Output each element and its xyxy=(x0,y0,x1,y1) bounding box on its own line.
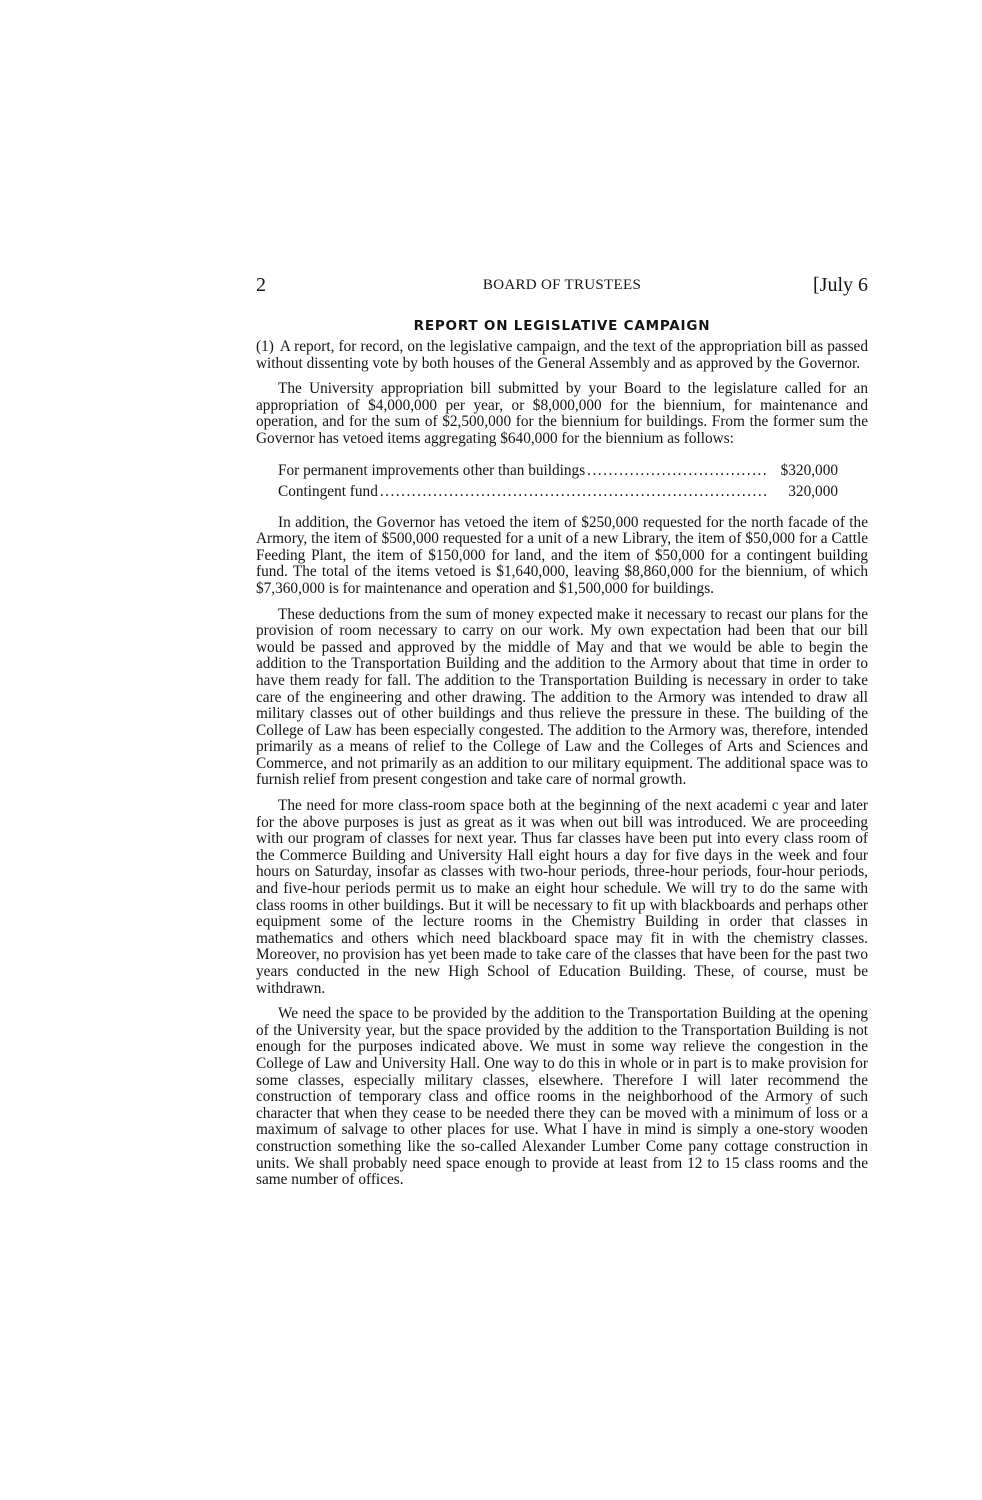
section-heading: REPORT ON LEGISLATIVE CAMPAIGN xyxy=(413,318,711,334)
dot-leader xyxy=(587,460,766,481)
item-number: (1) xyxy=(256,338,274,355)
dot-leader xyxy=(380,481,766,502)
ledger-amount: 320,000 xyxy=(788,482,838,500)
paragraph-classroom-need: The need for more class-room space both at the beginning of the next academi c year and later for the above purposes is just as great as it was when out bill was introduced. We are proceeding with our program of classes for next year. Thus far classes have been put into every class room of the Commerce Building and University Hall eight hours a day for five days in the week and four hours on Saturday, insofar as classes with two-hour periods, three-hour periods, four-hour periods, and five-hour periods permit us to make an eight hour schedule. We will try to do the same with class rooms in other buildings. But it will be necessary to fit up with blackboards and perhaps other equipment some of the lecture rooms in the Chemistry Building in order that classes in mathematics and others which need blackboard space may fit in with the chemistry classes. Moreover, no provision has yet been made to take care of the classes that have been for the past two years conducted in the new High School of Education Building. These, of course, must be withdrawn. xyxy=(256,797,868,997)
running-date: [July 6 xyxy=(813,274,868,296)
running-head xyxy=(256,270,868,300)
ledger-row xyxy=(278,460,838,481)
page-number: 2 xyxy=(256,274,266,296)
page-body xyxy=(256,318,868,1198)
paragraph-appropriation: The University appropriation bill submitted by your Board to the legislature called for an appropriation of $4,000,000 per year, or $8,000,000 for the biennium, for maintenance and operation, and for the sum of $2,500,000 for the biennium for buildings. From the former sum the Governor has vetoed items aggregating $640,000 for the biennium as follows: xyxy=(256,380,868,447)
paragraph-temporary-rooms: We need the space to be provided by the addition to the Transportation Building at the opening of the University year, but the space provided by the addition to the Transportation Building is not enough for the purposes indicated above. We must in some way relieve the congestion in the College of Law and University Hall. One way to do this in whole or in part is to make provision for some classes, especially military classes, elsewhere. Therefore I will later recommend the construction of temporary class and office rooms in the neighborhood of the Armory of such character that when they cease to be needed there they can be moved with a minimum of loss or a maximum of salvage to other places for use. What I have in mind is simply a one-story wooden construction something like the so-called Alexander Lumber Come pany cottage construction in units. We shall probably need space enough to provide at least from 12 to 15 class rooms and the same number of offices. xyxy=(256,1005,868,1189)
ledger-amount: $320,000 xyxy=(780,461,838,479)
ledger-label: For permanent improvements other than buildings xyxy=(278,461,586,479)
paragraph-recast-plans: These deductions from the sum of money expected make it necessary to recast our plans for the provision of room necessary to carry on our work. My own expectation had been that our bill would be passed and approved by the middle of May and that we would be able to begin the addition to the Transportation Building and the addition to the Armory about that time in order to have them ready for fall. The addition to the Transportation Building is necessary in order to take care of the engineering and other drawing. The addition to the Armory was intended to draw all military classes out of other buildings and thus relieve the pressure in these. The building of the College of Law has been especially congested. The addition to the Armory was, therefore, intended primarily as a means of relief to the College of Law and the Colleges of Arts and Sciences and Commerce, and not primarily as an addition to our military equipment. The additional space was to furnish relief from present congestion and take care of normal growth. xyxy=(256,605,868,789)
ledger-row xyxy=(278,481,838,502)
vetoed-items-list xyxy=(278,460,838,502)
ledger-label: Contingent fund xyxy=(278,482,378,500)
item-intro-text: A report, for record, on the legislative campaign, and the text of the appropriation bill as passed without dissenting vote by both houses of the General Assembly and as approved by the Governor. xyxy=(256,338,868,372)
report-item-intro xyxy=(256,339,868,372)
running-title: BOARD OF TRUSTEES xyxy=(482,277,642,293)
paragraph-additional-vetoes: In addition, the Governor has vetoed the item of $250,000 requested for the north facade of the Armory, the item of $500,000 requested for a unit of a new Library, the item of $50,000 for a Cattle Feeding Plant, the item of $150,000 for land, and the item of $50,000 for a contingent building fund. The total of the items vetoed is $1,640,000, leaving $8,860,000 for the biennium, of which $7,360,000 is for maintenance and operation and $1,500,000 for buildings. xyxy=(256,513,868,597)
